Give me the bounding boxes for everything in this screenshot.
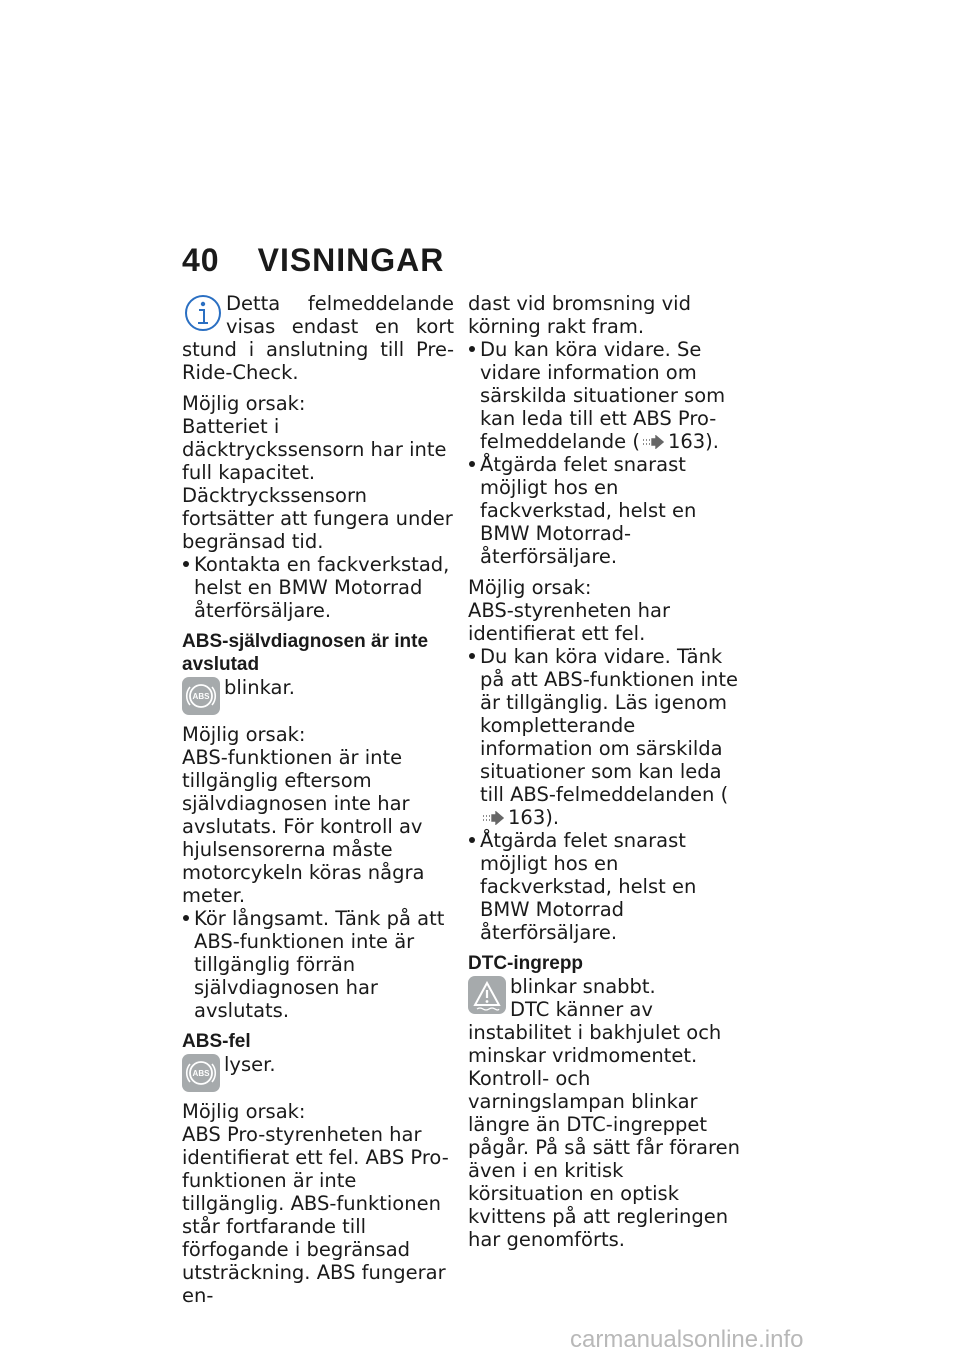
info-text: Detta felmeddelande visas endast en kort stund i anslutning till Pre-Ride-Check.: [182, 292, 454, 384]
abs-warning-lamp-icon: [182, 677, 220, 715]
lamp-status-line: [182, 676, 454, 715]
abs-lamp-label: ABS: [192, 692, 210, 701]
abs-lamp-label: ABS: [192, 1069, 210, 1078]
cause-label: Möjlig orsak:: [468, 576, 592, 599]
bullet-list: [468, 645, 740, 944]
left-column: [182, 292, 454, 1307]
watermark: carmanualsonline.info: [570, 1326, 804, 1353]
list-item: Du kan köra vidare. Tänk på att ABS-funktionen inte är tillgänglig. Läs igenom kompletterande information om särskilda situationer som kan leda till ABS-felmeddelanden (163).: [468, 645, 740, 829]
dtc-warning-lamp-icon: [468, 976, 506, 1014]
list-item-text: Du kan köra vidare. Tänk på att ABS-funktionen inte är tillgänglig. Läs igenom kompletterande information om särskilda situationer som kan leda till ABS-felmeddelanden: [480, 645, 738, 806]
cause-label: Möjlig orsak:: [182, 723, 306, 746]
cause-label: Möjlig orsak:: [182, 1100, 306, 1123]
dtc-block: [468, 975, 740, 1251]
page-title: VISNINGAR: [257, 242, 445, 278]
page-reference[interactable]: 163).: [667, 430, 719, 453]
list-item: Kör långsamt. Tänk på att ABS-funktionen inte är tillgänglig förrän självdiagnosen har avslutats.: [182, 907, 454, 1022]
lamp-status: lyser.: [224, 1053, 276, 1076]
lamp-status-line: [182, 1053, 454, 1092]
page-header: [182, 242, 444, 278]
cause-text: Batteriet i däcktryckssensorn har inte full kapacitet. Däcktryckssensorn fortsätter att fungera under begränsad tid.: [182, 415, 453, 553]
bullet-list: [468, 338, 740, 568]
continued-text: dast vid bromsning vid körning rakt fram.: [468, 292, 691, 338]
abs-warning-lamp-icon: [182, 1054, 220, 1092]
cause-bullet-list: [182, 553, 454, 622]
dtc-description: DTC känner av instabilitet i bakhjulet och minskar vridmomentet. Kontroll- och varningslampan blinkar längre än DTC-ingreppet pågår. På så sätt får föraren även i en kritisk körsituation en optisk kvittens på att regleringen har genomförts.: [468, 998, 740, 1251]
cause-text: ABS-styrenheten har identifierat ett fel.: [468, 599, 670, 645]
right-column: [468, 292, 740, 1251]
cause-text: ABS Pro-styrenheten har identifierat ett fel. ABS Pro-funktionen är inte tillgänglig. ABS-funktionen står fortfarande till förfogande i begränsad utsträckning. ABS fungerar en-: [182, 1123, 449, 1307]
section-heading: ABS-fel: [182, 1031, 251, 1052]
page-reference[interactable]: 163).: [508, 806, 560, 829]
info-note: [182, 292, 454, 384]
page-number: 40: [182, 242, 220, 278]
lamp-status: blinkar.: [224, 676, 295, 699]
list-item: Åtgärda felet snarast möjligt hos en fackverkstad, helst en BMW Motorrad återförsäljare.: [468, 829, 740, 944]
lamp-status: blinkar snabbt.: [510, 975, 656, 998]
section-heading: ABS-självdiagnosen är inte avslutad: [182, 631, 429, 675]
list-item: Kontakta en fackverkstad, helst en BMW Motorrad återförsäljare.: [182, 553, 454, 622]
page-reference-arrow-icon: [642, 435, 664, 449]
cause-label: Möjlig orsak:: [182, 392, 306, 415]
list-item-text: Du kan köra vidare. Se vidare information om särskilda situationer som kan leda till ett ABS Pro-felmeddelande: [480, 338, 726, 453]
cause-text: ABS-funktionen är inte tillgänglig eftersom självdiagnosen inte har avslutats. För kontroll av hjulsensorerna måste motorcykeln köras några meter.: [182, 746, 425, 907]
list-item: Åtgärda felet snarast möjligt hos en fackverkstad, helst en BMW Motorrad-återförsäljare.: [468, 453, 740, 568]
section-heading: DTC-ingrepp: [468, 953, 584, 974]
page-reference-arrow-icon: [482, 811, 504, 825]
info-icon: [182, 292, 224, 336]
cause-bullet-list: [182, 907, 454, 1022]
list-item: Du kan köra vidare. Se vidare information om särskilda situationer som kan leda till ett ABS Pro-felmeddelande ( 163).: [468, 338, 740, 453]
